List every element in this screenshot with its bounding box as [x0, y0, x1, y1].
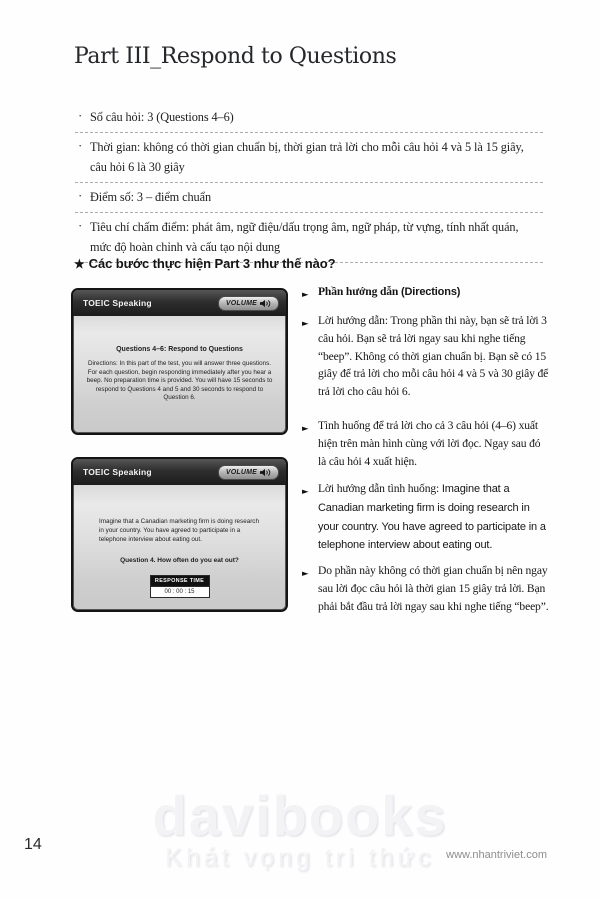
- bullet-directions-heading: [302, 283, 549, 302]
- toeic-titlebar: [73, 459, 286, 485]
- toeic-screenshot-directions: [71, 288, 288, 435]
- volume-button-label: VOLUME: [225, 468, 257, 476]
- triangle-bullet-icon: ►: [302, 423, 309, 434]
- bullet-text-english: Imagine that a Canadian marketing firm is doing research in your country. You have agreed to participate in a telephone interview about eating out.: [318, 483, 546, 552]
- triangle-bullet-icon: ►: [302, 486, 309, 497]
- watermark: [130, 784, 470, 872]
- toeic-question-text: Question 4. How often do you eat out?: [120, 557, 239, 564]
- bullet-no-preparation: [302, 562, 549, 615]
- speaker-icon: [260, 299, 271, 308]
- info-table: [75, 103, 543, 263]
- toeic-question-range-heading: Questions 4–6: Respond to Questions: [116, 346, 243, 353]
- response-time-value: 00 : 00 : 15: [151, 586, 209, 597]
- info-row: [75, 183, 543, 213]
- bullet-text: Do phần này không có thời gian chuẩn bị nên ngay sau lời đọc câu hỏi là thời gian 15 giây trả lời. Bạn phải bắt đầu trả lời ngay sau khi nghe tiếng “beep”.: [318, 564, 549, 613]
- toeic-titlebar: [73, 290, 286, 316]
- bullet-text: Phần hướng dẫn: [318, 285, 399, 298]
- info-row-text: Điểm số: 3 – điểm chuẩn: [90, 190, 211, 204]
- page-number: 14: [24, 836, 42, 853]
- publisher-website: www.nhantriviet.com: [446, 849, 547, 861]
- bullet-text: Lời hướng dẫn: Trong phần thi này, bạn sẽ trả lời 3 câu hỏi. Bạn sẽ trả lời ngay sau khi nghe tiếng “beep”. Không có thời gian chuẩn bị. Bạn sẽ có 15 giây để trả lời cho mỗi câu hỏi 4 và 5 và 30 giây để trả lời cho câu hỏi 6.: [318, 314, 549, 399]
- info-row: [75, 103, 543, 133]
- toeic-app-title: TOEIC Speaking: [83, 467, 152, 477]
- bullet-instructions: [302, 312, 549, 401]
- volume-button: [218, 296, 279, 311]
- star-icon: ★: [74, 257, 85, 271]
- triangle-bullet-icon: ►: [302, 318, 309, 329]
- toeic-scenario-text: Imagine that a Canadian marketing firm is doing research in your country. You have agreed to participate in a telephone interview about eating out.: [99, 518, 259, 543]
- volume-button: [218, 465, 279, 480]
- response-time-label: RESPONSE TIME: [151, 576, 209, 586]
- bullet-text: Lời hướng dẫn tình huống:: [318, 482, 440, 495]
- info-row-text: Thời gian: không có thời gian chuẩn bị, thời gian trả lời cho mỗi câu hỏi 4 và 5 là 15 giây, câu hỏi 6 là 30 giây: [90, 140, 524, 174]
- bullet-dot-icon: ·: [78, 218, 83, 233]
- toeic-app-title: TOEIC Speaking: [83, 298, 152, 308]
- bullet-situation-display: [302, 417, 549, 470]
- watermark-line2: Khát vọng tri thức: [165, 844, 435, 872]
- page-title: Part III_Respond to Questions: [74, 44, 397, 69]
- toeic-screenshot-question: [71, 457, 288, 612]
- speaker-icon: [260, 468, 271, 477]
- response-time-widget: [150, 575, 210, 598]
- triangle-bullet-icon: ►: [302, 568, 309, 579]
- toeic-screen-body: [73, 316, 286, 433]
- bullet-text-english: (Directions): [400, 286, 461, 298]
- bullet-dot-icon: ·: [78, 188, 83, 203]
- info-row: [75, 133, 543, 183]
- section-heading-text: Các bước thực hiện Part 3 như thế nào?: [88, 256, 336, 271]
- toeic-directions-text: Directions: In this part of the test, you will answer three questions. For each question, begin responding immediately after you hear a beep. No preparation time is provided. You will have 15 seconds to respond to Questions 4 and 5 and 30 seconds to respond to Question 6.: [86, 360, 273, 402]
- section-heading: [74, 256, 494, 271]
- volume-button-label: VOLUME: [225, 299, 257, 307]
- bullet-text: Tình huống để trả lời cho cả 3 câu hỏi (4–6) xuất hiện trên màn hình cùng với lời đọc. Ngay sau đó là câu hỏi 4 xuất hiện.: [318, 419, 541, 468]
- bullet-dot-icon: ·: [78, 108, 83, 123]
- triangle-bullet-icon: ►: [302, 289, 309, 300]
- bullet-situation-instructions: [302, 480, 549, 555]
- info-row-text: Tiêu chí chấm điểm: phát âm, ngữ điệu/dấu trọng âm, ngữ pháp, từ vựng, tính nhất quán, mức độ hoàn chỉnh và cấu tạo nội dung: [90, 220, 519, 254]
- bullet-dot-icon: ·: [78, 138, 83, 153]
- toeic-screen-body: [73, 485, 286, 610]
- watermark-line1: davibooks: [152, 784, 448, 847]
- info-row-text: Số câu hỏi: 3 (Questions 4–6): [90, 110, 234, 124]
